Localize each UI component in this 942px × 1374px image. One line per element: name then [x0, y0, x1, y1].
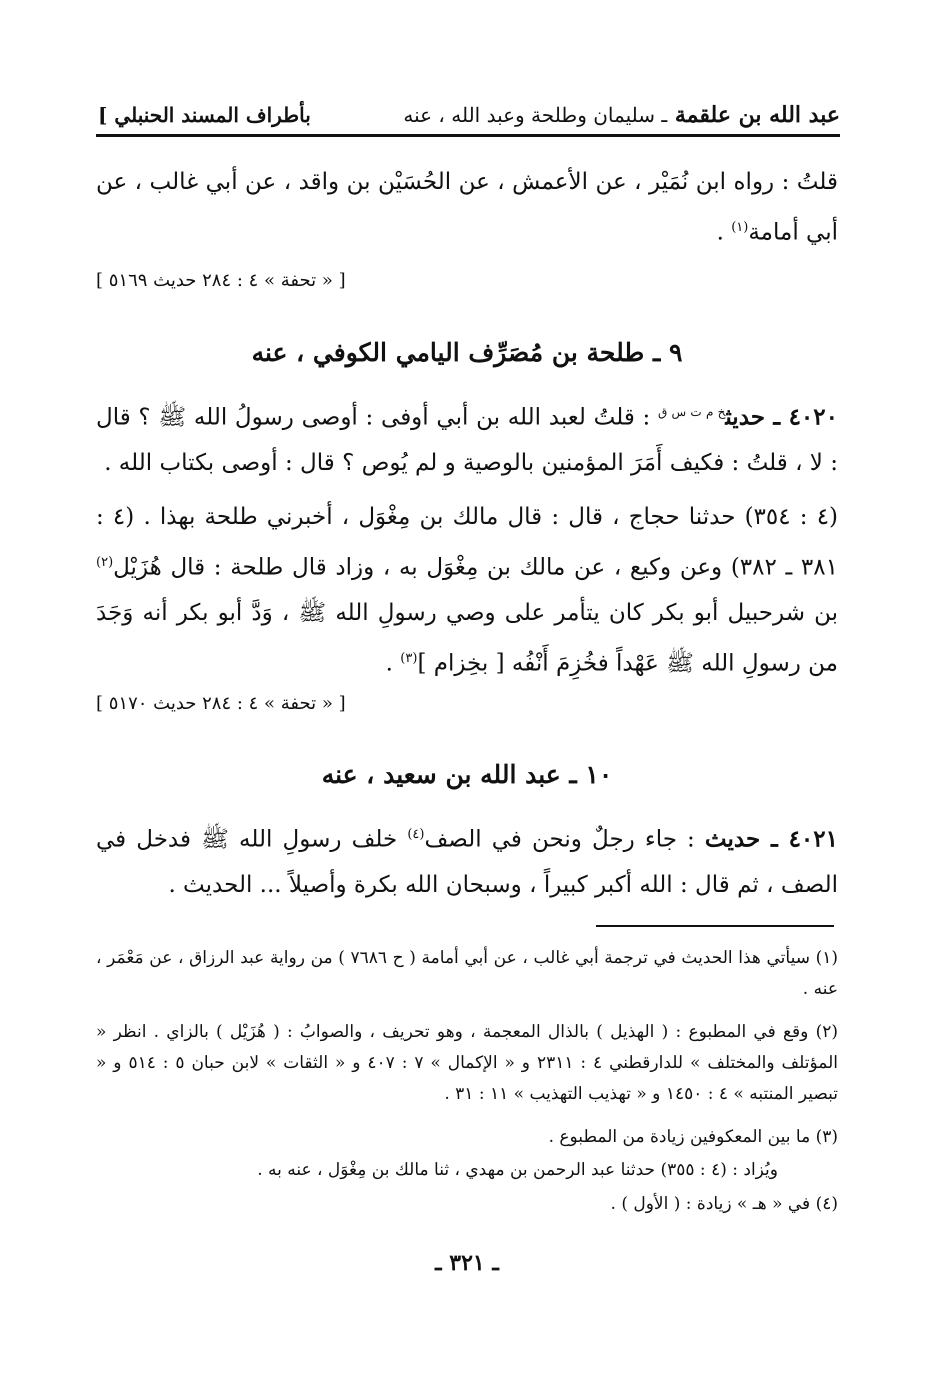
footnote-2: (٢) وقع في المطبوع : ( الهذيل ) بالذال المعجمة ، وهو تحريف ، والصوابُ : ( هُزَيْل ) بالزاي . انظر « المؤتلف والمختلف » للدارقطني ٤ : ٢٣١١ و « الإكمال » ٧ : ٤٠٧ و « الثقات » لابن حبان ٥ : ٥١٤ و « تبصير المنتبه » ٤ : ١٤٥٠ و « تهذيب التهذيب » ١١ : ٣١ . [96, 1022, 838, 1104]
isnad-line-1: (٤ : ٣٥٤) حدثنا حجاج ، قال : قال مالك بن مِغْوَل ، أخبرني طلحة بهذا . [143, 504, 839, 530]
tuhfa-reference-2: [ « تحفة » ٤ : ٢٨٤ حديث ٥١٧٠ ] [96, 693, 346, 714]
paragraph-isnad [96, 495, 838, 686]
footnote-marker-2: (٢) [96, 555, 114, 570]
hadith-4021-text-b: خلف رسولِ الله ﷺ فدخل في الصف ، ثم قال : الله أكبر كبيراً ، وسبحان الله بكرة وأصيلاً ... الحديث . [96, 826, 838, 898]
hadith-4020-text: : قلتُ لعبد الله بن أبي أوفى : أوصى رسولُ الله ﷺ ؟ قال : لا ، قلتُ : فكيف أَمَرَ المؤمنين بالوصية و لم يُوص ؟ قال : أوصى بكتاب الله . [96, 404, 838, 476]
page-number: ـ ٣٢١ ـ [435, 1250, 499, 1276]
hadith-4020 [96, 390, 838, 486]
isnad-line-2a: (٤ : ٣٨١ ـ ٣٨٢) وعن وكيع ، عن مالك بن مِغْوَل به ، وزاد قال طلحة : قال هُزَيْل [96, 504, 838, 581]
hadith-4021-number: ٤٠٢١ ـ حديث [704, 825, 838, 853]
hadith-4020-sigla: خ م ت س ق [658, 405, 726, 419]
header-chapter-name: عبد الله بن علقمة [674, 102, 840, 128]
section-10-title: ١٠ ـ عبد الله بن سعيد ، عنه [321, 760, 613, 789]
hadith-4021 [96, 812, 838, 908]
isnad-end: . [385, 650, 401, 677]
footnote-marker-4: (٤) [407, 827, 425, 842]
section-9-title: ٩ ـ طلحة بن مُصَرِّف اليامي الكوفي ، عنه [251, 338, 683, 367]
paragraph-qultu [96, 160, 838, 256]
running-header [98, 98, 840, 132]
footnote-rule [596, 925, 834, 927]
header-book-title: بأطراف المسند الحنبلي ] [98, 103, 311, 127]
footnote-4: (٤) في « هـ » زيادة : ( الأول ) . [610, 1194, 838, 1214]
header-chapter-title [403, 102, 840, 128]
hadith-4021-text-a: : جاء رجلٌ ونحن في الصف [424, 826, 705, 853]
footnote-3: (٣) ما بين المعكوفين زيادة من المطبوع . [548, 1127, 838, 1147]
header-chapter-subtitle: ـ سليمان وطلحة وعبد الله ، عنه [403, 103, 668, 127]
isnad-line-2b: بن شرحبيل أبو بكر كان يتأمر على وصي رسولِ الله ﷺ ، وَدَّ أبو بكر أنه وَجَدَ من رسولِ الله ﷺ عَهْداً فخُزِمَ أَنْفُه [ بخِزام ] [96, 599, 838, 677]
footnote-marker-1: (١) [731, 220, 749, 235]
tuhfa-reference-1: [ « تحفة » ٤ : ٢٨٤ حديث ٥١٦٩ ] [96, 270, 346, 291]
paragraph-qultu-end: . [716, 219, 732, 246]
header-rule [96, 134, 840, 137]
paragraph-qultu-text: قلتُ : رواه ابن نُمَيْر ، عن الأعمش ، عن الحُسَيْن بن واقد ، عن أبي غالب ، عن أبي أمامة [96, 169, 838, 246]
footnote-marker-3: (٣) [400, 650, 418, 666]
footnote-3-addition: ويُزاد : (٤ : ٣٥٥) حدثنا عبد الرحمن بن مهدي ، ثنا مالك بن مِغْوَل ، عنه به . [257, 1160, 778, 1180]
hadith-4020-number: ٤٠٢٠ ـ حديث [725, 403, 838, 431]
footnote-1: (١) سيأتي هذا الحديث في ترجمة أبي غالب ، عن أبي أمامة ( ح ٧٦٨٦ ) من رواية عبد الرزاق ، عن مَعْمَر ، عنه . [96, 948, 839, 999]
